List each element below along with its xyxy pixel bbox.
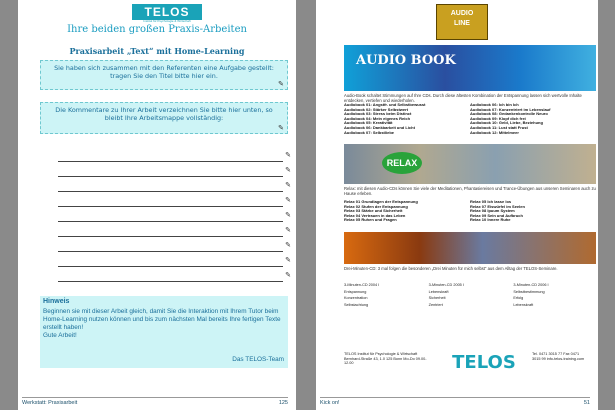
track-item: Relax 05 Ruhen und Fragen [344, 217, 397, 223]
audiobook-track-list [344, 103, 596, 135]
footer-section: Werkstatt: Praxisarbeit [22, 400, 78, 406]
title-entry-box[interactable] [40, 60, 288, 90]
audioline-logo-line1: AUDIO [450, 10, 474, 17]
track-item: Audiobook 07: Konzentriert im Lebenslauf [470, 106, 551, 112]
track-item: Audiobook 06: Dankbarkeit und Licht [344, 124, 415, 130]
hint-text: Beginnen sie mit dieser Arbeit gleich, damit Sie die Interaktion mit Ihrem Tutor beim Home-Learning nutzen können und bis zum nächsten Mal bereits Ihre fertigen Texte erstellt haben! [43, 308, 281, 331]
comment-line[interactable] [58, 192, 291, 207]
relax-track-list [344, 200, 596, 223]
track-item: Audiobook 01: Angstfr. und Selbstbewusst [344, 102, 426, 107]
hint-box [40, 296, 288, 368]
track-item: Audiobook 08: Gedankenkontrolle Neuro [470, 111, 548, 117]
track-item: Relax 04 Vertrauen in das Leben [344, 212, 406, 218]
comment-lines [58, 147, 291, 282]
comments-box[interactable] [40, 102, 288, 134]
left-footer [22, 397, 288, 406]
track-item: Audiobook 03: Stress beim Distinct [344, 111, 412, 117]
pencil-icon: ✎ [285, 212, 291, 219]
track-item: Audiobook 11: Lust statt Frust [470, 124, 528, 130]
track-item: Lebenskraft [428, 289, 449, 294]
track-item: Erfolg [513, 296, 524, 300]
pencil-icon: ✎ [285, 272, 291, 279]
right-footer [320, 397, 590, 406]
telos-logo-subtitle: Institut für Psychologie & Wirtschaft [143, 19, 191, 23]
hint-closing: Gute Arbeit! [43, 332, 77, 339]
track-item: Zentriert [428, 302, 443, 307]
comment-line[interactable] [58, 177, 291, 192]
hint-signature: Das TELOS-Team [232, 356, 284, 363]
track-item: Audiobook 04: Mein eigenes Reich [344, 115, 411, 121]
right-page [316, 0, 598, 410]
telos-contact: Tel. 0471 3015 77 Fax 0471 3015 99 info-telos-training.com [532, 352, 585, 361]
pencil-icon: ✎ [285, 242, 291, 249]
track-item: Lebenskraft [513, 302, 534, 307]
track-item: Audiobook 06: Ich bin Ich [470, 102, 519, 107]
hint-title: Hinweis [43, 298, 70, 305]
relax-description: Relax: mit diesen Audio-CDs können Sie viele der Meditationen, Phantasiereisen und Trance-Übungen aus unseren Seminaren auch zu Hause erleben. [344, 186, 596, 196]
track-item: Selbstachtung [344, 302, 369, 307]
comment-line[interactable] [58, 147, 291, 162]
pencil-icon: ✎ [285, 257, 291, 264]
track-item: Relax 01 Grundlagen der Entspannung [344, 199, 418, 204]
telos-logo-large: TELOS [452, 352, 516, 373]
audioline-logo [436, 4, 488, 40]
three-minute-description: Drei-Minuten-CD: 3 mal folgen die besonderen „Drei Minuten für mich selbst“ aus dem Alltag der TELOS-Seminare. [344, 266, 558, 271]
track-item: Konzentration [344, 296, 368, 300]
comment-line[interactable] [58, 222, 291, 237]
track-item: Relax 03 Stärke und Sicherheit [344, 208, 403, 214]
page-number: 125 [278, 400, 288, 406]
track-item: Sicherheit [428, 296, 446, 300]
track-item: Audiobook 12: Mittelmeer [470, 129, 519, 135]
comment-line[interactable] [58, 237, 291, 252]
audiobook-description: Audio-Book schaltet Stimmungen auf Ihre CDs. Durch diese ältesten Kombination der Entspannung lassen sich wertvolle Inhalte entdecken, vertiefen und wiederholen. [344, 93, 582, 103]
pencil-icon: ✎ [278, 124, 284, 132]
comment-line[interactable] [58, 207, 291, 222]
pencil-icon: ✎ [285, 197, 291, 204]
three-minute-banner-image [344, 232, 596, 264]
comment-line[interactable] [58, 267, 291, 282]
page-number: 51 [583, 400, 590, 406]
footer-section: Kick on! [320, 400, 340, 406]
pencil-icon: ✎ [285, 182, 291, 189]
track-item: Relax 10 Innere Ruhe [470, 217, 511, 223]
track-item: Audiobook 05: Kreativität [344, 120, 393, 126]
left-page [18, 0, 296, 410]
relax-logo: RELAX [382, 152, 422, 174]
page-title: Ihre beiden großen Praxis-Arbeiten [67, 24, 247, 35]
track-item: 3-Minuten-CD 2004 I [344, 283, 380, 287]
track-item: Entspannung [344, 289, 367, 294]
page-subtitle: Praxisarbeit „Text“ mit Home-Learning [69, 46, 245, 56]
comment-line[interactable] [58, 252, 291, 267]
track-item: Relax 02 Stufen der Entspannung [344, 203, 408, 209]
pencil-icon: ✎ [278, 80, 284, 88]
pencil-icon: ✎ [285, 167, 291, 174]
track-item: Relax 07 Eiswürfel im Seelen [470, 203, 525, 209]
track-item: Relax 05 Ich lasse los [470, 199, 512, 204]
audiobook-banner-title: AUDIO BOOK [356, 53, 456, 68]
track-item: Audiobook 02: Stärker Selbstwert [344, 106, 409, 112]
three-minute-track-list [344, 283, 596, 307]
comment-line[interactable] [58, 162, 291, 177]
comments-instructions: Die Kommentare zu Ihrer Arbeit verzeichnen Sie bitte hier unten, so bleibt Ihre Arbeitsmappe vollständig: [55, 106, 273, 122]
track-item: Audiobook 07: Selbstliebe [344, 129, 395, 135]
track-item: Audiobook 10: Geld, Liebe, Beziehung [470, 120, 543, 126]
telos-logo: TELOS [132, 4, 202, 20]
track-item: Relax 08 Ipuum System [470, 208, 515, 214]
title-entry-instructions: Sie haben sich zusammen mit den Referenten eine Aufgabe gestellt: tragen Sie den Titel bitte hier ein. [54, 64, 274, 80]
pencil-icon: ✎ [285, 152, 291, 159]
relax-banner-image [344, 144, 596, 184]
track-item: Relax 09 Sein und Aufbruch [470, 212, 523, 218]
telos-address: TELOS Institut für Psychologie & Wirtschaft Bernhard-Straße 43, 1.0 125 Bonn Mo-Do 09.00-12.00 [344, 352, 427, 365]
track-item: Selbstbestimmung [513, 289, 545, 294]
track-item: Audiobook 09: Klopf dich frei [470, 115, 526, 121]
pencil-icon: ✎ [285, 227, 291, 234]
audioline-logo-line2: LINE [454, 20, 470, 27]
track-item: 3-Minuten-CD 2006 I [513, 283, 549, 287]
audiobook-banner-image [344, 45, 596, 91]
track-item: 3-Minuten-CD 2005 I [428, 283, 464, 287]
